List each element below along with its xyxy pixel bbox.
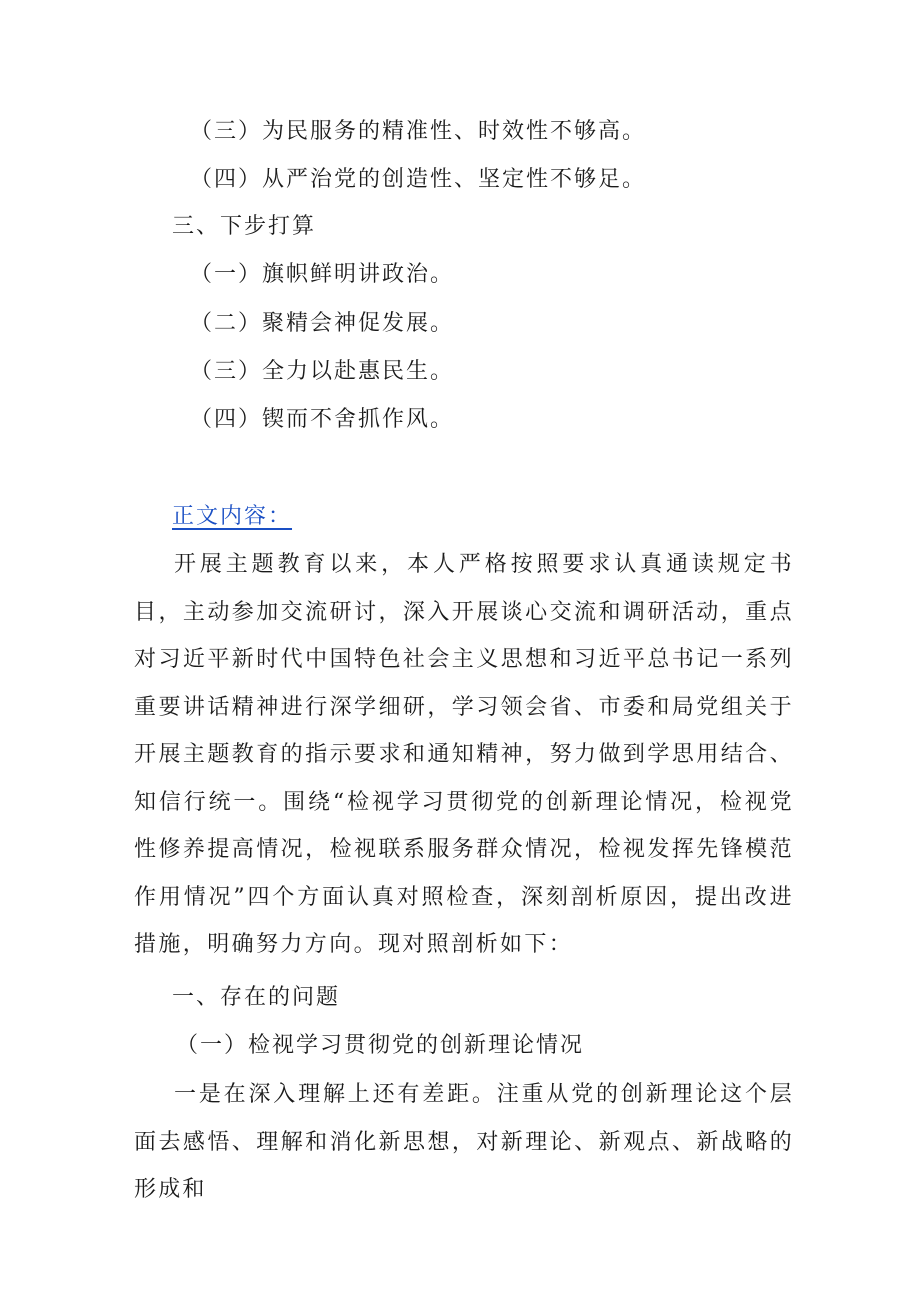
point-1-paragraph: 一是在深入理解上还有差距。注重从党的创新理论这个层面去感悟、理解和消化新思想，对新理论、新观点、新战略的形成和 (134, 1082, 794, 1202)
plan-item-2: （二）聚精会神促发展。 (190, 311, 455, 336)
section-3-title: 三、下步打算 (172, 214, 317, 239)
plan-item-3: （三）全力以赴惠民生。 (190, 359, 455, 384)
body-content-link[interactable]: 正文内容： (172, 504, 293, 529)
outline-item-4: （四）从严治党的创造性、坚定性不够足。 (190, 167, 647, 192)
section-1-title: 一、存在的问题 (172, 985, 341, 1010)
subsection-1-title: （一）检视学习贯彻党的创新理论情况 (176, 1033, 585, 1058)
plan-item-4: （四）锲而不舍抓作风。 (190, 407, 455, 432)
outline-item-3: （三）为民服务的精准性、时效性不够高。 (190, 119, 647, 144)
intro-paragraph: 开展主题教育以来，本人严格按照要求认真通读规定书目，主动参加交流研讨，深入开展谈心交流和调研活动，重点对习近平新时代中国特色社会主义思想和习近平总书记一系列重要讲话精神进行深学细研，学习领会省、市委和局党组关于开展主题教育的指示要求和通知精神，努力做到学思用结合、知信行统一。围绕“检视学习贯彻党的创新理论情况，检视党性修养提高情况，检视联系服务群众情况，检视发挥先锋模范作用情况”四个方面认真对照检查，深刻剖析原因，提出改进措施，明确努力方向。现对照剖析如下： (134, 552, 794, 957)
plan-item-1: （一）旗帜鲜明讲政治。 (190, 262, 455, 287)
